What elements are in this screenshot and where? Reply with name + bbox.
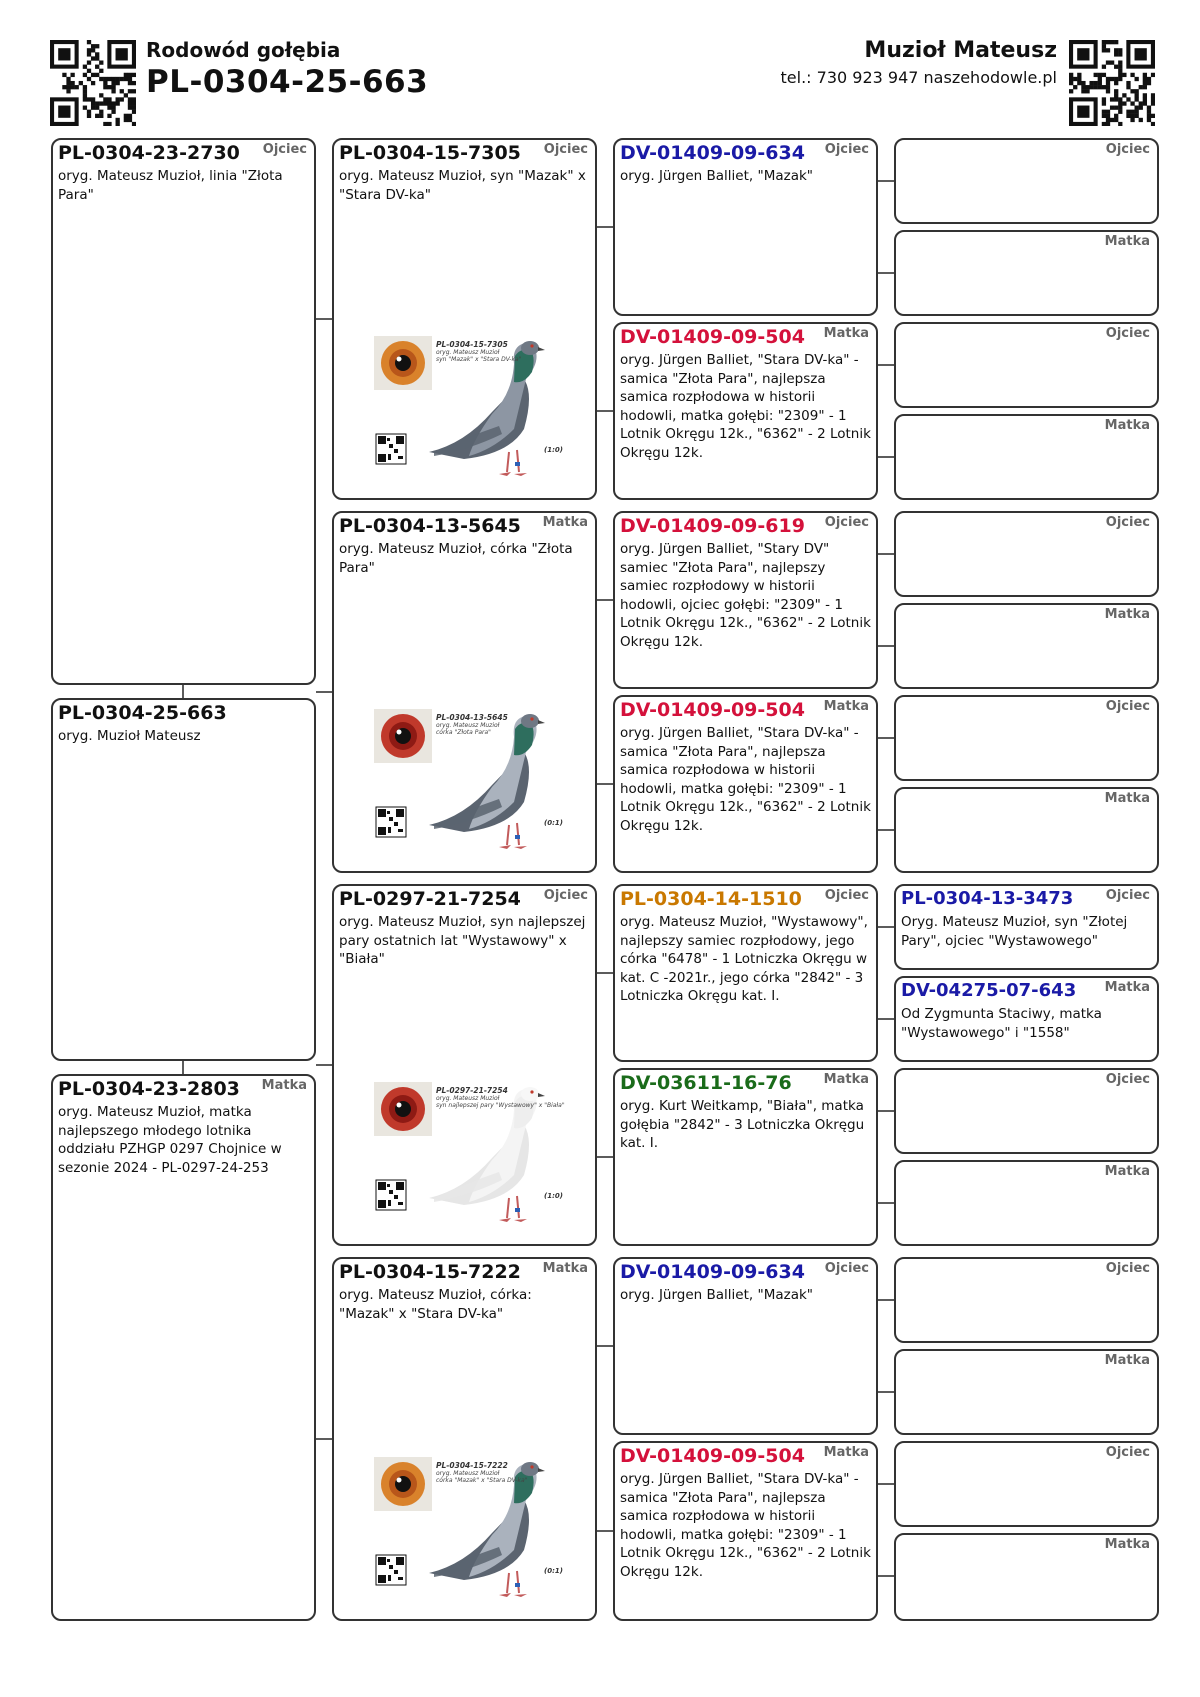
pigeon-description: oryg. Mateusz Muzioł, "Wystawowy", najlepszy samiec rozpłodowy, jego córka "6478" - 1 Lotniczka Okręgu w kat. C -2021r., jego córka "2842" - 3 Lotniczka Okręgu kat. I.	[620, 914, 868, 1004]
parent-role-label: Ojciec	[1105, 1072, 1150, 1087]
pigeon-description: oryg. Mateusz Muzioł, córka: "Mazak" x "Stara DV-ka"	[339, 1287, 532, 1322]
ring-number: DV-01409-09-504	[620, 1445, 805, 1467]
parent-role-label: Matka	[542, 515, 588, 530]
photo-breeder-caption: oryg. Mateusz Muzioł	[436, 1095, 500, 1102]
pigeon-photo	[374, 334, 564, 484]
photo-score: (0:1)	[544, 1567, 563, 1575]
pigeon-card-ff	[332, 138, 597, 500]
pigeon-description: oryg. Mateusz Muzioł, syn najlepszej pary ostatnich lat "Wystawowy" x "Biała"	[339, 914, 586, 967]
pigeon-description: oryg. Mateusz Muzioł, syn "Mazak" x "Stara DV-ka"	[339, 168, 586, 203]
pigeon-description: oryg. Jürgen Balliet, "Stary DV" samiec "Złota Para", najlepszy samiec rozpłodowy w historii hodowli, ojciec gołębi: "2309" - 1 Lotnik Okręgu 12k., "6362" - 2 Lotnik Okręgu 12k.	[620, 541, 871, 650]
pigeon-card-mother	[51, 1074, 316, 1621]
parent-role-label: Ojciec	[824, 888, 869, 903]
parent-role-label: Matka	[542, 1261, 588, 1276]
ring-number: DV-03611-16-76	[620, 1072, 792, 1094]
ring-number: PL-0304-25-663	[58, 702, 227, 724]
pigeon-card-g13	[894, 1257, 1159, 1343]
pigeon-card-g11	[894, 1068, 1159, 1154]
pigeon-card-g6	[894, 603, 1159, 689]
photo-line-caption: syn najlepszej pary "Wystawowy" x "Biała"	[436, 1102, 565, 1109]
pigeon-card-g15	[894, 1441, 1159, 1527]
parent-role-label: Ojciec	[262, 142, 307, 157]
pigeon-description: oryg. Mateusz Muzioł, córka "Złota Para"	[339, 541, 573, 576]
pigeon-description: oryg. Jürgen Balliet, "Stara DV-ka" - samica "Złota Para", najlepsza samica rozpłodowa w historii hodowli, matka gołębi: "2309" - 1 Lotnik Okręgu 12k., "6362" - 2 Lotnik Okręgu 12k.	[620, 725, 871, 834]
pigeon-card-father	[51, 138, 316, 685]
pigeon-card-g4	[894, 414, 1159, 500]
ring-number: PL-0297-21-7254	[339, 888, 521, 910]
parent-role-label: Ojciec	[1105, 888, 1150, 903]
photo-ring-caption: PL-0297-21-7254	[436, 1086, 508, 1095]
ring-number: DV-01409-09-504	[620, 326, 805, 348]
photo-breeder-caption: oryg. Mateusz Muzioł	[436, 349, 500, 356]
pigeon-photo	[374, 1080, 564, 1230]
parent-role-label: Ojciec	[1105, 142, 1150, 157]
qr-code-left	[50, 40, 136, 126]
photo-score: (0:1)	[544, 819, 563, 827]
parent-role-label: Ojciec	[1105, 515, 1150, 530]
pigeon-description: oryg. Jürgen Balliet, "Mazak"	[620, 168, 814, 184]
ring-number: PL-0304-13-3473	[901, 888, 1074, 909]
pigeon-description: oryg. Mateusz Muzioł, matka najlepszego młodego lotnika oddziału PZHGP 0297 Chojnice w sezonie 2024 - PL-0297-24-253	[58, 1104, 282, 1176]
pigeon-description: oryg. Jürgen Balliet, "Stara DV-ka" - samica "Złota Para", najlepsza samica rozpłodowa w historii hodowli, matka gołębi: "2309" - 1 Lotnik Okręgu 12k., "6362" - 2 Lotnik Okręgu 12k.	[620, 352, 871, 461]
pigeon-card-mfm	[613, 1068, 878, 1246]
pedigree-title: Rodowód gołębia	[146, 38, 341, 62]
parent-role-label: Ojciec	[1105, 1261, 1150, 1276]
pigeon-description: oryg. Mateusz Muzioł, linia "Złota Para"	[58, 168, 283, 203]
pigeon-card-mmm	[613, 1441, 878, 1621]
pigeon-card-g1	[894, 138, 1159, 224]
parent-role-label: Ojciec	[1105, 699, 1150, 714]
pigeon-card-g14	[894, 1349, 1159, 1435]
pigeon-photo	[374, 1455, 564, 1605]
parent-role-label: Matka	[261, 1078, 307, 1093]
ring-number: PL-0304-23-2730	[58, 142, 240, 164]
pigeon-card-fm	[332, 511, 597, 873]
pigeon-description: oryg. Kurt Weitkamp, "Biała", matka gołębia "2842" - 3 Lotniczka Okręgu kat. I.	[620, 1098, 865, 1151]
parent-role-label: Matka	[1104, 607, 1150, 622]
pigeon-description: oryg. Muzioł Mateusz	[58, 728, 201, 744]
parent-role-label: Matka	[1104, 1353, 1150, 1368]
parent-role-label: Ojciec	[824, 515, 869, 530]
parent-role-label: Ojciec	[1105, 326, 1150, 341]
pigeon-card-ffm	[613, 322, 878, 500]
ring-number: DV-01409-09-634	[620, 1261, 805, 1283]
pigeon-card-mm	[332, 1257, 597, 1621]
ring-number: PL-0304-15-7222	[339, 1261, 521, 1283]
pigeon-photo	[374, 707, 564, 857]
pigeon-card-g7	[894, 695, 1159, 781]
ring-number: PL-0304-13-5645	[339, 515, 521, 537]
pedigree-ring-number: PL-0304-25-663	[146, 64, 429, 100]
parent-role-label: Ojciec	[543, 142, 588, 157]
pigeon-card-g16	[894, 1533, 1159, 1621]
pigeon-card-g5	[894, 511, 1159, 597]
parent-role-label: Matka	[1104, 234, 1150, 249]
pigeon-description: Oryg. Mateusz Muzioł, syn "Złotej Pary", ojciec "Wystawowego"	[901, 914, 1128, 949]
pigeon-card-fmf	[613, 511, 878, 689]
ring-number: DV-01409-09-504	[620, 699, 805, 721]
parent-role-label: Matka	[823, 699, 869, 714]
photo-breeder-caption: oryg. Mateusz Muzioł	[436, 722, 500, 729]
photo-line-caption: córka "Mazak" x "Stara DV-ka"	[436, 1477, 528, 1484]
pigeon-card-mmf	[613, 1257, 878, 1435]
pigeon-card-fmm	[613, 695, 878, 873]
parent-role-label: Matka	[823, 1445, 869, 1460]
parent-role-label: Ojciec	[824, 142, 869, 157]
owner-name: Muzioł Mateusz	[864, 38, 1057, 63]
photo-score: (1:0)	[544, 446, 563, 454]
pigeon-card-g9	[894, 884, 1159, 970]
photo-breeder-caption: oryg. Mateusz Muzioł	[436, 1470, 500, 1477]
parent-role-label: Matka	[1104, 1164, 1150, 1179]
parent-role-label: Matka	[1104, 980, 1150, 995]
ring-number: PL-0304-23-2803	[58, 1078, 240, 1100]
parent-role-label: Matka	[823, 1072, 869, 1087]
photo-line-caption: córka "Złota Para"	[436, 729, 491, 736]
ring-number: DV-01409-09-619	[620, 515, 805, 537]
pigeon-description: oryg. Jürgen Balliet, "Stara DV-ka" - samica "Złota Para", najlepsza samica rozpłodowa w historii hodowli, matka gołębi: "2309" - 1 Lotnik Okręgu 12k., "6362" - 2 Lotnik Okręgu 12k.	[620, 1471, 871, 1580]
pigeon-card-g2	[894, 230, 1159, 316]
parent-role-label: Matka	[1104, 791, 1150, 806]
pigeon-card-fff	[613, 138, 878, 316]
photo-ring-caption: PL-0304-15-7222	[436, 1461, 508, 1470]
photo-line-caption: syn "Mazak" x "Stara DV-ka"	[436, 356, 522, 363]
photo-ring-caption: PL-0304-13-5645	[436, 713, 508, 722]
pigeon-card-g8	[894, 787, 1159, 873]
parent-role-label: Matka	[1104, 1537, 1150, 1552]
pigeon-card-mff	[613, 884, 878, 1062]
pigeon-card-g12	[894, 1160, 1159, 1246]
ring-number: DV-04275-07-643	[901, 980, 1077, 1001]
pigeon-card-g10	[894, 976, 1159, 1062]
pigeon-card-mf	[332, 884, 597, 1246]
ring-number: DV-01409-09-634	[620, 142, 805, 164]
owner-contact: tel.: 730 923 947 naszehodowle.pl	[780, 68, 1057, 87]
pigeon-card-main	[51, 698, 316, 1061]
parent-role-label: Matka	[823, 326, 869, 341]
photo-score: (1:0)	[544, 1192, 563, 1200]
ring-number: PL-0304-14-1510	[620, 888, 802, 910]
parent-role-label: Matka	[1104, 418, 1150, 433]
photo-ring-caption: PL-0304-15-7305	[436, 340, 508, 349]
pigeon-card-g3	[894, 322, 1159, 408]
pigeon-description: oryg. Jürgen Balliet, "Mazak"	[620, 1287, 814, 1303]
ring-number: PL-0304-15-7305	[339, 142, 521, 164]
parent-role-label: Ojciec	[824, 1261, 869, 1276]
pigeon-description: Od Zygmunta Staciwy, matka "Wystawowego" i "1558"	[901, 1006, 1102, 1041]
parent-role-label: Ojciec	[1105, 1445, 1150, 1460]
qr-code-right	[1069, 40, 1155, 126]
parent-role-label: Ojciec	[543, 888, 588, 903]
